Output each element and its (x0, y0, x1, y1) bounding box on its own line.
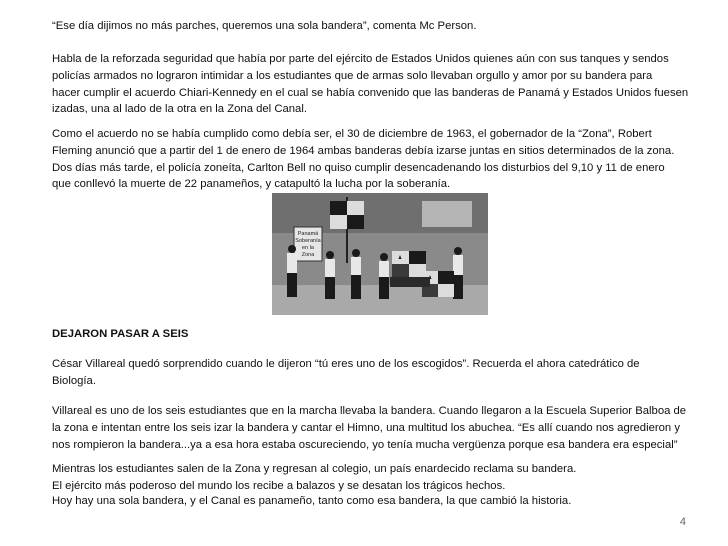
panama-flag-quarter (438, 271, 454, 284)
text-line: Fleming anunció que a partir del 1 de enero de 1964 ambas banderas debía izarse juntas en sitios determinados de la zona. (52, 144, 675, 157)
quote-line: “Ese día dijimos no más parches, queremos una sola bandera”, comenta Mc Person. (52, 20, 477, 32)
text-line: Dos días más tarde, el policía zoneíta, Carlton Bell no quiso cumplir desencadenando los disturbios del 9,10 y 11 de enero (52, 161, 665, 174)
text-line: policías armados no lograron intimidar a los estudiantes que de armas solo llevaban orgullo y amor por su bandera para (52, 69, 653, 82)
student-shirt (325, 259, 335, 277)
student-head (288, 245, 296, 253)
student-head (352, 249, 360, 257)
page-number: 4 (679, 516, 686, 528)
sign-text: Panamá (297, 231, 319, 237)
text-line: izadas, una al lado de la otra en la Zona del Canal. (52, 103, 307, 116)
student-shirt (453, 255, 463, 275)
villareal-paragraph (52, 356, 692, 390)
sign-text: en la (302, 245, 314, 251)
text-line: la zona e intentan entre los seis izar la bandera y cantar el Himno, una multitud los abuchea. “Es allí cuando nos agredieron y (52, 421, 680, 434)
agreement-paragraph (52, 126, 692, 193)
flag-paragraph (52, 403, 692, 453)
carried-flag (390, 277, 430, 287)
photo-building (422, 201, 472, 227)
panama-flag-quarter (409, 251, 426, 264)
text-line: Biología. (52, 374, 96, 387)
sign-text: Soberanía (295, 238, 321, 244)
text-line: que conllevó la muerte de 22 panameños, y catapultó la lucha por la soberanía. (52, 178, 451, 191)
student-trousers (325, 277, 335, 299)
student-head (454, 247, 462, 255)
country-paragraph (52, 461, 692, 495)
security-paragraph (52, 51, 692, 118)
top-flag-quarter (330, 201, 347, 215)
student-trousers (287, 273, 297, 297)
student-head (380, 253, 388, 261)
sign-text: Zona (301, 252, 315, 258)
top-flag-quarter (347, 215, 364, 229)
protest-photo (272, 193, 488, 315)
quote-paragraph (52, 18, 692, 35)
text-line: Habla de la reforzada seguridad que había por parte del ejército de Estados Unidos quienes aún con sus tanques y sendos (52, 53, 669, 65)
heading-line: DEJARON PASAR A SEIS (52, 328, 189, 340)
text-line: Hoy hay una sola bandera, y el Canal es panameño, tanto como esa bandera, la que cambió la historia. (52, 495, 572, 507)
text-line: hacer cumplir el acuerdo Chiari-Kennedy en el cual se había convenido que las banderas de Panamá y Estados Unidos fuesen (52, 86, 689, 99)
protest-photo-svg (272, 193, 488, 315)
student-head (326, 251, 334, 259)
text-line: César Villareal quedó sorprendido cuando le dijeron “tú eres uno de los escogidos”. Recuerda el ahora catedrático de (52, 358, 640, 370)
student-shirt (379, 261, 389, 277)
text-line: Como el acuerdo no se había cumplido como debía ser, el 30 de diciembre de 1963, el gobernador de la “Zona”, Robert (52, 128, 652, 140)
student-shirt (351, 257, 361, 275)
closing-paragraph (52, 493, 692, 510)
text-line: El ejército más poderoso del mundo los recibe a balazos y se desatan los trágicos hechos. (52, 479, 506, 492)
text-line: nos rompieron la bandera...ya a esa hora estaba oscureciendo, yo tenía mucha vergüenza porque esa bandera era especial” (52, 438, 678, 451)
student-trousers (453, 275, 463, 299)
panama-flag-quarter (392, 264, 409, 277)
student-shirt (287, 253, 297, 273)
student-trousers (351, 275, 361, 299)
student-trousers (379, 277, 389, 299)
text-line: Mientras los estudiantes salen de la Zona y regresan al colegio, un país enardecido reclama su bandera. (52, 463, 577, 475)
section-heading (52, 326, 692, 343)
text-line: Villareal es uno de los seis estudiantes que en la marcha llevaba la bandera. Cuando llegaron a la Escuela Superior Balboa de (52, 405, 687, 417)
